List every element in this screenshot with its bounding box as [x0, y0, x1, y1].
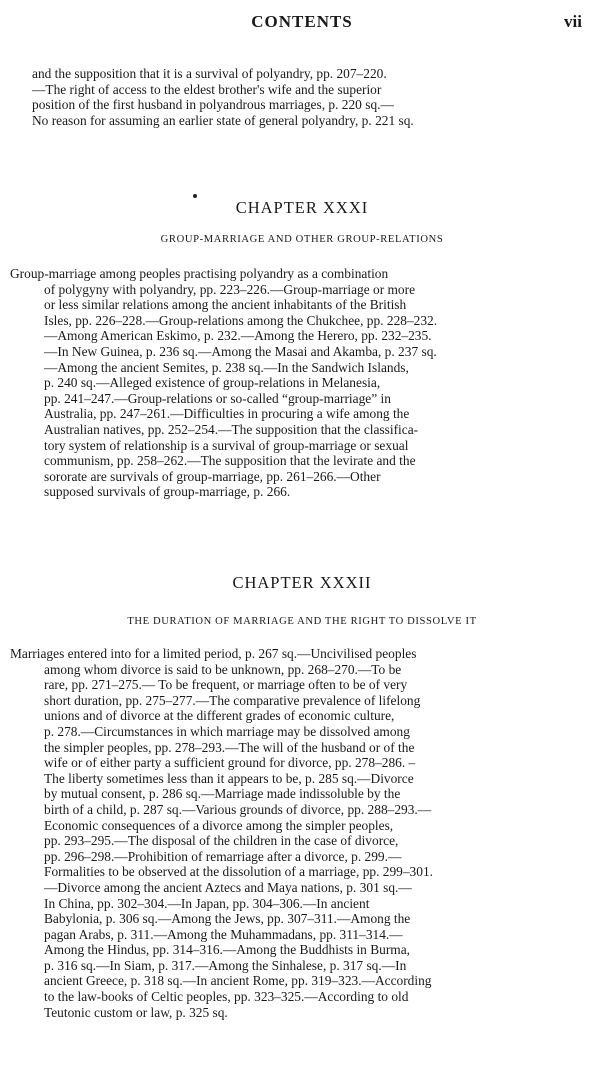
text-line: tory system of relationship is a survival of group-marriage or sexual — [44, 437, 409, 453]
text-line: birth of a child, p. 287 sq.—Various grounds of divorce, pp. 288–293.— — [44, 801, 432, 817]
chapter-31-subtitle: GROUP-MARRIAGE AND OTHER GROUP-RELATIONS — [160, 234, 444, 245]
running-title: CONTENTS — [251, 12, 353, 31]
text-line: or less similar relations among the ancient inhabitants of the British — [44, 297, 407, 313]
text-line: —In New Guinea, p. 236 sq.—Among the Masai and Akamba, p. 237 sq. — [44, 343, 437, 359]
text-line: No reason for assuming an earlier state of general polyandry, p. 221 sq. — [32, 112, 414, 128]
chapter-32-summary — [10, 646, 592, 1020]
text-line: —Among the ancient Semites, p. 238 sq.—In the Sandwich Islands, — [44, 359, 409, 375]
text-line: pagan Arabs, p. 311.—Among the Muhammadans, pp. 311–314.— — [44, 926, 403, 942]
chapter-31-heading: CHAPTER XXXI — [235, 198, 369, 217]
text-line: and the supposition that it is a survival of polyandry, pp. 207–220. — [32, 66, 387, 81]
text-line: rare, pp. 271–275.— To be frequent, or marriage often to be of very — [44, 677, 408, 693]
text-line: The liberty sometimes less than it appears to be, p. 285 sq.—Divorce — [44, 770, 414, 786]
text-line: Australia, pp. 247–261.—Difficulties in procuring a wife among the — [44, 406, 410, 422]
text-line: p. 240 sq.—Alleged existence of group-relations in Melanesia, — [44, 375, 381, 391]
text-line: the simpler peoples, pp. 278–293.—The will of the husband or of the — [44, 739, 415, 755]
text-line: pp. 241–247.—Group-relations or so-called “group-marriage” in — [44, 390, 391, 406]
text-line: In China, pp. 302–304.—In Japan, pp. 304–306.—In ancient — [44, 895, 370, 911]
text-line: pp. 293–295.—The disposal of the children in the case of divorce, — [44, 833, 399, 849]
text-line: Teutonic custom or law, p. 325 sq. — [44, 1004, 228, 1020]
text-line: —The right of access to the eldest brother's wife and the superior — [32, 81, 382, 97]
text-line: of polygyny with polyandry, pp. 223–226.—Group-marriage or more — [44, 281, 416, 297]
text-line: Marriages entered into for a limited period, p. 267 sq.—Uncivilised peoples — [10, 646, 417, 661]
text-line: Australian natives, pp. 252–254.—The supposition that the classifica- — [44, 421, 419, 437]
text-line: to the law-books of Celtic peoples, pp. 323–325.—According to old — [44, 989, 409, 1005]
text-line: p. 278.—Circumstances in which marriage may be dissolved among — [44, 723, 410, 739]
text-line: —Divorce among the ancient Aztecs and Maya nations, p. 301 sq.— — [44, 879, 412, 895]
text-line: among whom divorce is said to be unknown, pp. 268–270.—To be — [44, 661, 402, 677]
text-line: pp. 296–298.—Prohibition of remarriage after a divorce, p. 299.— — [44, 848, 402, 864]
page-number: vii — [564, 12, 582, 31]
text-line: —Among American Eskimo, p. 232.—Among the Herero, pp. 232–235. — [44, 328, 432, 344]
chapter-32-heading: CHAPTER XXXII — [232, 573, 372, 592]
running-head — [0, 12, 604, 34]
text-line: Group-marriage among peoples practising polyandry as a combination — [10, 266, 389, 281]
text-line: Formalities to be observed at the dissolution of a marriage, pp. 299–301. — [44, 864, 433, 880]
text-line: position of the first husband in polyandrous marriages, p. 220 sq.— — [32, 97, 394, 113]
text-line: short duration, pp. 275–277.—The comparative prevalence of lifelong — [44, 692, 421, 708]
text-line: p. 316 sq.—In Siam, p. 317.—Among the Sinhalese, p. 317 sq.—In — [44, 957, 407, 973]
text-line: sororate are survivals of group-marriage, pp. 261–266.—Other — [44, 468, 381, 484]
text-line: unions and of divorce at the different grades of economic culture, — [44, 708, 395, 724]
text-line: Babylonia, p. 306 sq.—Among the Jews, pp. 307–311.—Among the — [44, 911, 411, 927]
text-line: by mutual consent, p. 286 sq.—Marriage made indissoluble by the — [44, 786, 401, 802]
text-line: wife or of either party a sufficient ground for divorce, pp. 278–286. – — [44, 755, 416, 771]
text-line: supposed survivals of group-marriage, p. 266. — [44, 484, 291, 500]
text-line: ancient Greece, p. 318 sq.—In ancient Rome, pp. 319–323.—According — [44, 973, 432, 989]
text-line: Economic consequences of a divorce among the simpler peoples, — [44, 817, 394, 833]
text-line: Among the Hindus, pp. 314–316.—Among the Buddhists in Burma, — [44, 942, 411, 958]
chapter-31-summary — [10, 266, 592, 500]
text-line: communism, pp. 258–262.—The supposition that the levirate and the — [44, 453, 416, 469]
text-line: Isles, pp. 226–228.—Group-relations among the Chukchee, pp. 228–232. — [44, 312, 438, 328]
chapter-32-subtitle: THE DURATION OF MARRIAGE AND THE RIGHT TO DISSOLVE IT — [127, 616, 477, 627]
continuation-paragraph — [32, 66, 572, 128]
